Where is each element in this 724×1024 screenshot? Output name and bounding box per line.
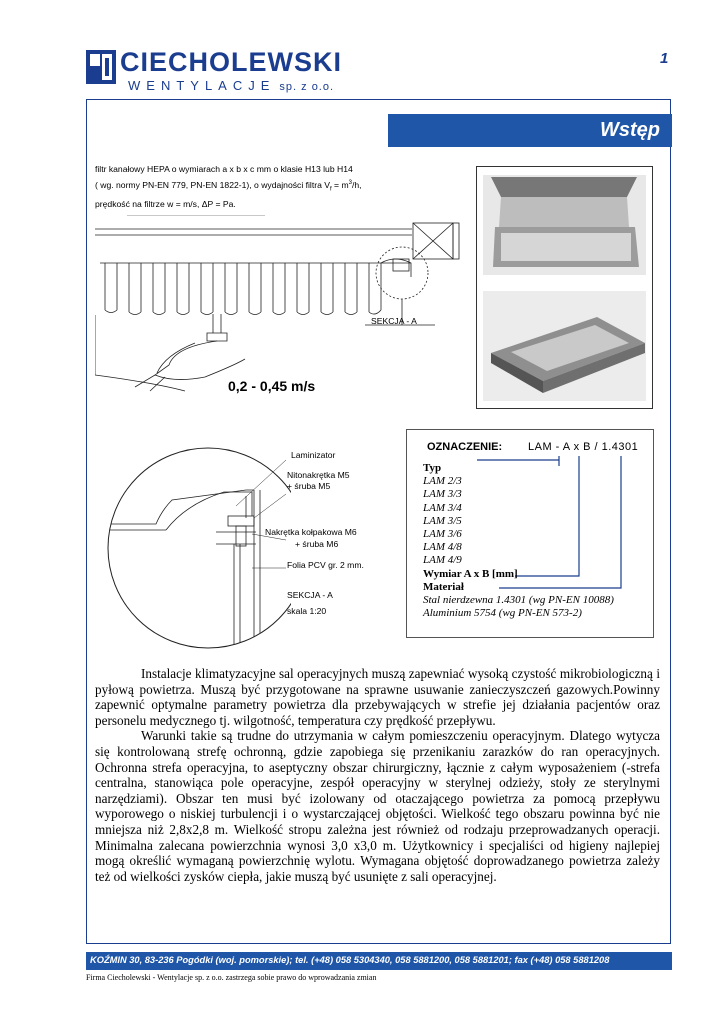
label-nakretka: Nakrętka kołpakowa M6 + śruba M6 — [265, 527, 357, 549]
legend-code: LAM - A x B / 1.4301 — [528, 441, 639, 453]
paragraph-1: Instalacje klimatyzacyjne sal operacyjnych muszą zapewniać wysoką czystość mikrobiologiczną i pyłową powietrza. Muszą być przygotowane na sprawne usuwanie zanieczyszczeń gazowych.Powinny zapewnić optymalne parametry powietrza dla przebywających w strefie jej działania pacjentów oraz personelu medycznego tj. wilgotność, temperatura czy prędkość przepływu. — [95, 666, 660, 728]
footer-disclaimer: Firma Ciecholewski - Wentylacje sp. z o.o. zastrzega sobie prawo do wprowadzania zmian — [86, 973, 377, 982]
product-photos — [476, 166, 653, 409]
ceiling-section-drawing — [95, 215, 475, 395]
brand-subtitle: WENTYLACJE sp. z o.o. — [128, 78, 335, 93]
brand-name: CIECHOLEWSKI — [120, 47, 343, 77]
filter-note: filtr kanałowy HEPA o wymiarach a x b x c mm o klasie H13 lub H14 ( wg. normy PN-EN 779, PN-EN 1822-1), o wydajności filtra $V_f = m^3/h$, prędkość na filtrze w = m/s, ΔP = Pa. — [95, 164, 362, 209]
footer-address: KOŹMIN 30, 83-236 Pogódki (woj. pomorskie); tel. (+48) 058 5304340, 058 5881200, 058 5881201; fax (+48) 058 5881208 — [90, 955, 610, 965]
body-text — [95, 666, 660, 884]
designation-legend — [406, 429, 654, 638]
paragraph-2: Warunki takie są trudne do utrzymania w całym pomieszczeniu operacyjnym. Dlatego wytycza się kontrolowaną strefę ochronną, gdzie zapobiega się przenikaniu zarazków do ran operacyjnych. Ochronna strefa operacyjna, to aseptyczny obszar chirurgiczny, łącznie z całym wyposażeniem (-strefa centralna, stanowiąca pole operacyjne, zespół operacyjny w sterylnej odzieży, stoły ze sterylnymi narzędziami). Obszar ten musi być izolowany od otaczającego powietrza za pomocą przepływu wyporowego o niskiej turbulencji i o wystarczającej objętości. Wielkość tego obszaru powinna być nie mniejsza niż 2,8x2,8 m. Wielkość stropu zależna jest również od rodzaju przeprowadzanych operacji. Minimalna zalecana powierzchnia wynosi 3,0 x3,0 m. Użytkownicy i specjaliści od higieny najlepiej mogą określić wymaganą powierzchnię wylotu. Wymagana objętość doprowadzanego powietrza zależy też od wielkości zysków ciepła, jakie muszą być usunięte z sali operacyjnej. — [95, 728, 660, 884]
footer-bar — [86, 952, 672, 970]
label-skala: skala 1:20 — [287, 606, 327, 616]
label-nitonakretka: Nitonakrętka M5 + śruba M5 — [287, 470, 350, 491]
company-logo-icon — [86, 50, 116, 84]
product-photo-image — [477, 167, 652, 408]
page-number: 1 — [660, 50, 669, 67]
detail-section-drawing — [96, 440, 291, 650]
section-title: Wstęp — [600, 119, 660, 141]
legend-header: OZNACZENIE: — [427, 441, 503, 453]
legend-list: Typ LAM 2/3 LAM 3/3 LAM 3/4 LAM 3/5 LAM 3/6 LAM 4/8 LAM 4/9 Wymiar A x B [mm] Materiał Stal nierdzewna 1.4301 (wg PN-EN 10088) Aluminium 5754 (wg PN-EN 573-2) — [423, 462, 614, 620]
section-title-bar — [388, 114, 672, 147]
airflow-speed-label: 0,2 - 0,45 m/s — [228, 378, 316, 394]
section-a-label: SEKCJA - A — [371, 316, 417, 326]
label-sekcja: SEKCJA - A — [287, 590, 333, 600]
label-laminizator: Laminizator — [291, 450, 336, 460]
label-folia: Folia PCV gr. 2 mm. — [287, 560, 364, 570]
